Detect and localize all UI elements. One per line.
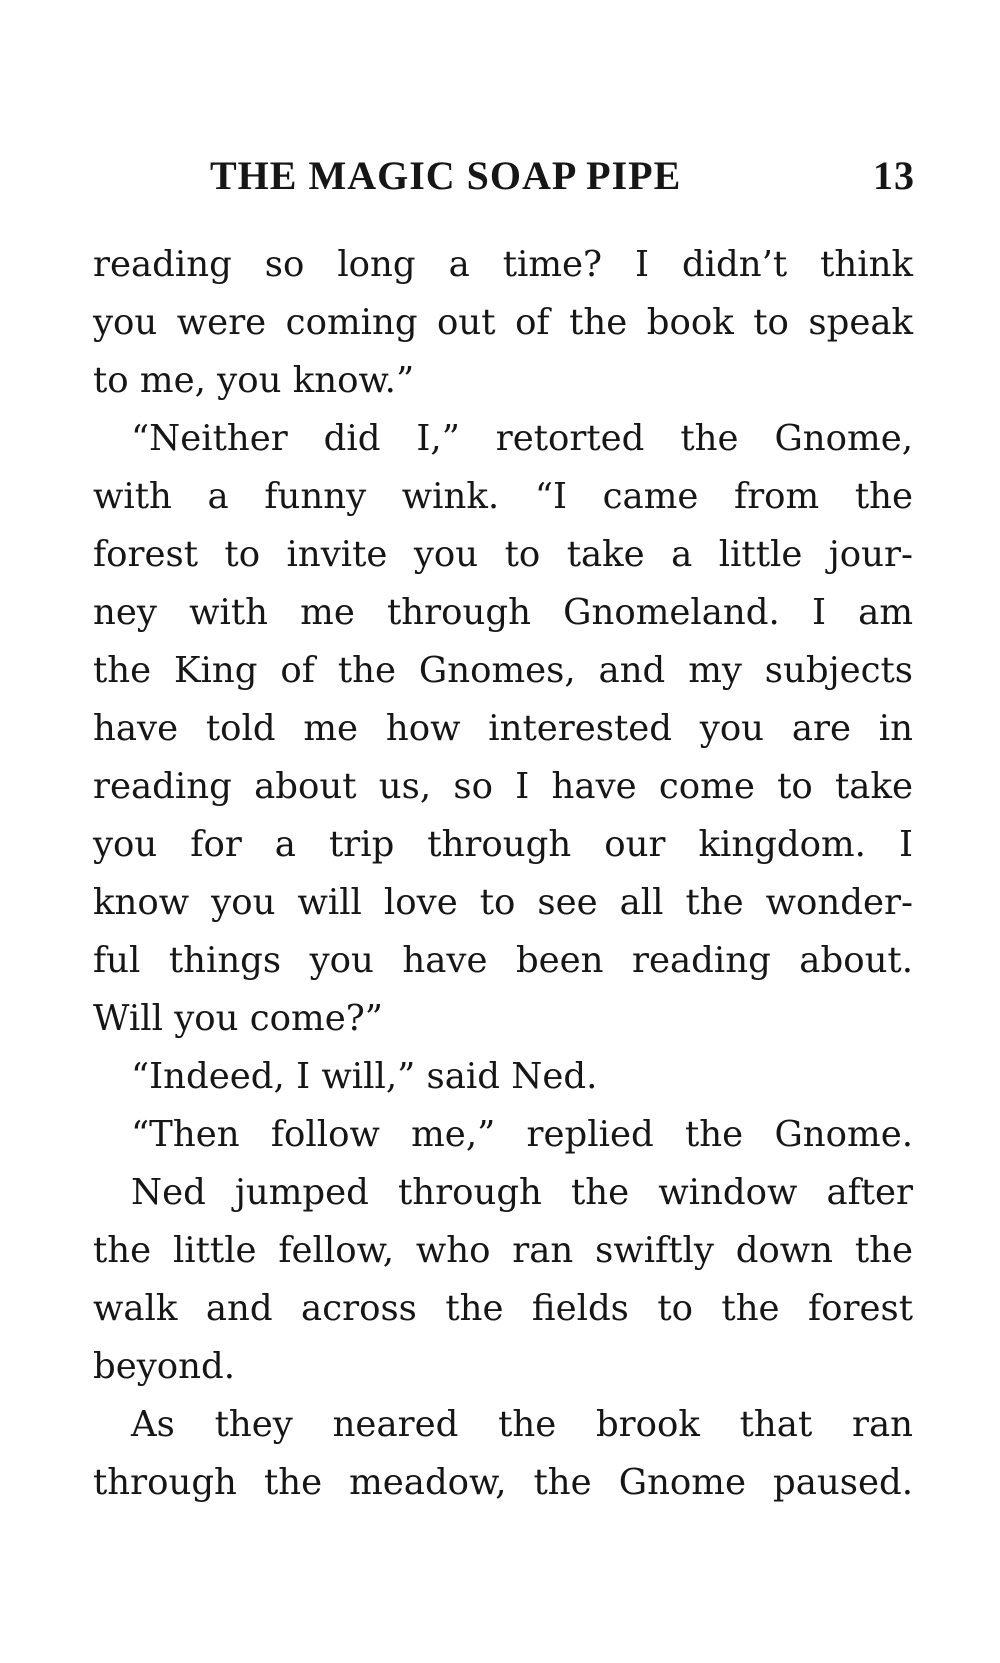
text-line: Will you come?” xyxy=(93,998,383,1039)
text-line: As they neared the brook that ran xyxy=(131,1404,913,1445)
text-line: you were coming out of the book to speak xyxy=(93,302,913,343)
text-line: have told me how interested you are in xyxy=(93,708,913,749)
text-line: the King of the Gnomes, and my subjects xyxy=(93,650,913,691)
page-number: 13 xyxy=(873,153,915,198)
text-line: “Indeed, I will,” said Ned. xyxy=(131,1056,598,1097)
running-title: THE MAGIC SOAP PIPE xyxy=(210,153,682,198)
text-line: reading about us, so I have come to take xyxy=(93,766,913,807)
text-line: walk and across the fields to the forest xyxy=(93,1288,913,1329)
text-line: you for a trip through our kingdom. I xyxy=(93,824,913,865)
text-line: with a funny wink. “I came from the xyxy=(93,476,913,517)
text-line: “Then follow me,” replied the Gnome. xyxy=(131,1114,913,1155)
text-line: “Neither did I,” retorted the Gnome, xyxy=(131,418,913,459)
text-line: through the meadow, the Gnome paused. xyxy=(93,1462,913,1503)
text-line: reading so long a time? I didn’t think xyxy=(93,244,913,285)
text-line: to me, you know.” xyxy=(93,360,415,401)
text-line: beyond. xyxy=(93,1346,236,1387)
body-text xyxy=(93,236,913,1512)
text-line: ful things you have been reading about. xyxy=(93,940,913,981)
text-line: know you will love to see all the wonder- xyxy=(93,882,913,923)
text-line: ney with me through Gnomeland. I am xyxy=(93,592,913,633)
text-line: the little fellow, who ran swiftly down the xyxy=(93,1230,913,1271)
running-head xyxy=(210,146,915,206)
text-line: forest to invite you to take a little jour- xyxy=(93,534,913,575)
text-line: Ned jumped through the window after xyxy=(131,1172,913,1213)
